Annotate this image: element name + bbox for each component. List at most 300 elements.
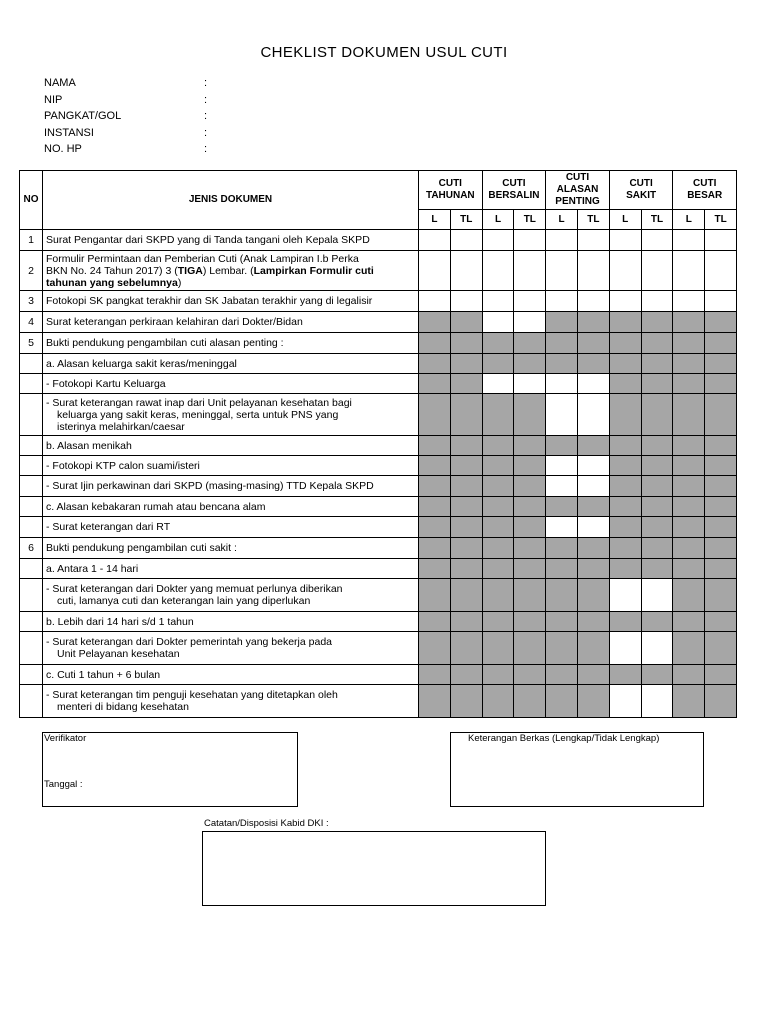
document-description [43, 251, 419, 291]
description-line: Unit Pelayanan kesehatan [57, 648, 180, 660]
check-cell-cuti-alasan-penting-l[interactable] [546, 251, 578, 291]
shaded-cell-cuti-besar-l [673, 354, 705, 374]
shaded-cell-cuti-tahunan-tl [450, 436, 482, 456]
document-description [43, 632, 419, 665]
shaded-cell-cuti-tahunan-tl [450, 497, 482, 517]
shaded-cell-cuti-bersalin-tl [514, 632, 546, 665]
shaded-cell-cuti-bersalin-l [482, 456, 514, 476]
check-cell-cuti-alasan-penting-tl[interactable] [578, 291, 610, 312]
shaded-cell-cuti-sakit-l [609, 374, 641, 394]
table-row [20, 538, 737, 559]
check-cell-cuti-sakit-tl[interactable] [641, 230, 673, 251]
check-cell-cuti-alasan-penting-tl[interactable] [578, 517, 610, 538]
shaded-cell-cuti-bersalin-l [482, 612, 514, 632]
shaded-cell-cuti-bersalin-l [482, 579, 514, 612]
check-cell-cuti-tahunan-tl[interactable] [450, 291, 482, 312]
shaded-cell-cuti-tahunan-l [419, 665, 451, 685]
shaded-cell-cuti-sakit-l [609, 476, 641, 497]
shaded-cell-cuti-tahunan-tl [450, 559, 482, 579]
document-description [43, 685, 419, 718]
shaded-cell-cuti-tahunan-tl [450, 312, 482, 333]
check-cell-cuti-bersalin-l[interactable] [482, 251, 514, 291]
shaded-cell-cuti-tahunan-l [419, 538, 451, 559]
description-line: - Fotokopi Kartu Keluarga [46, 377, 166, 390]
check-cell-cuti-bersalin-l[interactable] [482, 230, 514, 251]
description-line: Surat Pengantar dari SKPD yang di Tanda tangani oleh Kepala SKPD [46, 234, 370, 246]
shaded-cell-cuti-tahunan-tl [450, 632, 482, 665]
identity-colon: : [204, 143, 208, 155]
shaded-cell-cuti-besar-tl [705, 612, 737, 632]
shaded-cell-cuti-sakit-l [609, 665, 641, 685]
row-number: 1 [20, 230, 43, 251]
description-line: - Surat keterangan dari RT [46, 521, 171, 533]
shaded-cell-cuti-alasan-penting-l [546, 497, 578, 517]
table-row [20, 559, 737, 579]
identity-label: PANGKAT/GOL [44, 110, 122, 122]
shaded-cell-cuti-tahunan-tl [450, 612, 482, 632]
shaded-cell-cuti-besar-tl [705, 312, 737, 333]
row-number [20, 476, 43, 497]
shaded-cell-cuti-bersalin-tl [514, 456, 546, 476]
check-cell-cuti-sakit-l[interactable] [609, 632, 641, 665]
check-cell-cuti-besar-l[interactable] [673, 291, 705, 312]
shaded-cell-cuti-alasan-penting-l [546, 685, 578, 718]
row-number [20, 665, 43, 685]
document-description [43, 291, 419, 312]
check-cell-cuti-bersalin-tl[interactable] [514, 312, 546, 333]
shaded-cell-cuti-alasan-penting-tl [578, 354, 610, 374]
shaded-cell-cuti-besar-tl [705, 517, 737, 538]
header-l: L [546, 210, 578, 230]
check-cell-cuti-bersalin-tl[interactable] [514, 291, 546, 312]
row-number: 5 [20, 333, 43, 354]
description-line: b. Lebih dari 14 hari s/d 1 tahun [46, 615, 194, 628]
check-cell-cuti-sakit-tl[interactable] [641, 579, 673, 612]
document-description [43, 538, 419, 559]
keterangan-berkas-box[interactable] [450, 732, 704, 807]
table-row [20, 665, 737, 685]
shaded-cell-cuti-tahunan-l [419, 559, 451, 579]
header-cuti-alasan-penting [546, 171, 610, 210]
shaded-cell-cuti-tahunan-tl [450, 374, 482, 394]
shaded-cell-cuti-alasan-penting-l [546, 559, 578, 579]
catatan-label: Catatan/Disposisi Kabid DKI : [204, 818, 329, 829]
row-number: 4 [20, 312, 43, 333]
check-cell-cuti-besar-l[interactable] [673, 251, 705, 291]
shaded-cell-cuti-alasan-penting-tl [578, 632, 610, 665]
description-line: Fotokopi SK pangkat terakhir dan SK Jabatan terakhir yang di legalisir [46, 295, 373, 307]
header-l: L [482, 210, 514, 230]
shaded-cell-cuti-besar-l [673, 632, 705, 665]
shaded-cell-cuti-alasan-penting-tl [578, 497, 610, 517]
identity-section [44, 75, 208, 158]
identity-label: NO. HP [44, 143, 82, 155]
header-line: CUTI [565, 172, 590, 183]
shaded-cell-cuti-bersalin-tl [514, 685, 546, 718]
check-cell-cuti-besar-tl[interactable] [705, 251, 737, 291]
shaded-cell-cuti-tahunan-l [419, 354, 451, 374]
identity-label: NIP [44, 93, 63, 106]
row-number [20, 436, 43, 456]
check-cell-cuti-alasan-penting-l[interactable] [546, 456, 578, 476]
shaded-cell-cuti-bersalin-tl [514, 559, 546, 579]
shaded-cell-cuti-sakit-l [609, 456, 641, 476]
identity-row-instansi [44, 125, 208, 142]
shaded-cell-cuti-besar-l [673, 579, 705, 612]
shaded-cell-cuti-sakit-l [609, 394, 641, 436]
shaded-cell-cuti-sakit-tl [641, 497, 673, 517]
shaded-cell-cuti-bersalin-l [482, 632, 514, 665]
table-row [20, 456, 737, 476]
tanggal-label: Tanggal : [44, 779, 83, 790]
shaded-cell-cuti-alasan-penting-l [546, 632, 578, 665]
document-description [43, 579, 419, 612]
description-line: - Surat keterangan rawat inap dari Unit pelayanan kesehatan bagi [46, 396, 352, 409]
shaded-cell-cuti-alasan-penting-l [546, 312, 578, 333]
document-description [43, 497, 419, 517]
row-number [20, 517, 43, 538]
check-cell-cuti-alasan-penting-l[interactable] [546, 394, 578, 436]
catatan-box[interactable] [202, 831, 546, 906]
verifikator-box[interactable] [42, 732, 298, 807]
shaded-cell-cuti-tahunan-l [419, 612, 451, 632]
document-description [43, 230, 419, 251]
shaded-cell-cuti-bersalin-l [482, 559, 514, 579]
check-cell-cuti-alasan-penting-tl[interactable] [578, 456, 610, 476]
shaded-cell-cuti-sakit-l [609, 312, 641, 333]
check-cell-cuti-tahunan-l[interactable] [419, 291, 451, 312]
table-row [20, 354, 737, 374]
identity-label: INSTANSI [44, 126, 94, 139]
identity-row-nama [44, 75, 208, 92]
shaded-cell-cuti-sakit-l [609, 436, 641, 456]
shaded-cell-cuti-sakit-l [609, 559, 641, 579]
check-cell-cuti-bersalin-l[interactable] [482, 312, 514, 333]
shaded-cell-cuti-besar-l [673, 333, 705, 354]
identity-row-nohp [44, 141, 208, 158]
description-line: Formulir Permintaan dan Pemberian Cuti (Anak Lampiran I.b Perka [46, 252, 359, 265]
shaded-cell-cuti-bersalin-tl [514, 354, 546, 374]
shaded-cell-cuti-tahunan-l [419, 685, 451, 718]
shaded-cell-cuti-bersalin-l [482, 333, 514, 354]
shaded-cell-cuti-besar-l [673, 476, 705, 497]
shaded-cell-cuti-tahunan-l [419, 333, 451, 354]
shaded-cell-cuti-besar-tl [705, 579, 737, 612]
shaded-cell-cuti-sakit-tl [641, 517, 673, 538]
header-tl: TL [705, 210, 737, 230]
row-number [20, 374, 43, 394]
shaded-cell-cuti-besar-l [673, 612, 705, 632]
header-jenis-dokumen: JENIS DOKUMEN [43, 171, 419, 230]
header-cuti-besar [673, 171, 737, 210]
shaded-cell-cuti-tahunan-l [419, 374, 451, 394]
check-cell-cuti-tahunan-l[interactable] [419, 251, 451, 291]
shaded-cell-cuti-besar-l [673, 374, 705, 394]
check-cell-cuti-alasan-penting-tl[interactable] [578, 394, 610, 436]
shaded-cell-cuti-sakit-l [609, 354, 641, 374]
shaded-cell-cuti-besar-l [673, 394, 705, 436]
row-number: 2 [20, 251, 43, 291]
shaded-cell-cuti-tahunan-l [419, 632, 451, 665]
shaded-cell-cuti-besar-tl [705, 374, 737, 394]
shaded-cell-cuti-alasan-penting-l [546, 333, 578, 354]
shaded-cell-cuti-tahunan-l [419, 456, 451, 476]
shaded-cell-cuti-besar-l [673, 312, 705, 333]
check-cell-cuti-bersalin-l[interactable] [482, 374, 514, 394]
check-cell-cuti-sakit-tl[interactable] [641, 632, 673, 665]
description-line: keluarga yang sakit keras, meninggal, serta untuk PNS yang [57, 408, 339, 421]
shaded-cell-cuti-alasan-penting-tl [578, 436, 610, 456]
shaded-cell-cuti-besar-l [673, 456, 705, 476]
description-line: - Surat keterangan tim penguji kesehatan yang ditetapkan oleh [46, 689, 338, 701]
shaded-cell-cuti-alasan-penting-tl [578, 612, 610, 632]
check-cell-cuti-sakit-l[interactable] [609, 579, 641, 612]
header-tl: TL [578, 210, 610, 230]
identity-colon: : [204, 126, 208, 139]
shaded-cell-cuti-bersalin-tl [514, 579, 546, 612]
description-line: c. Alasan kebakaran rumah atau bencana alam [46, 500, 266, 513]
shaded-cell-cuti-sakit-tl [641, 394, 673, 436]
header-cuti-sakit [609, 171, 673, 210]
row-number [20, 354, 43, 374]
shaded-cell-cuti-besar-l [673, 538, 705, 559]
description-line: BKN No. 24 Tahun 2017) 3 (TIGA) Lembar. (Lampirkan Formulir cuti [46, 264, 374, 277]
check-cell-cuti-tahunan-l[interactable] [419, 230, 451, 251]
header-cuti-tahunan [419, 171, 483, 210]
table-row [20, 497, 737, 517]
header-tl: TL [641, 210, 673, 230]
header-l: L [419, 210, 451, 230]
check-cell-cuti-sakit-l[interactable] [609, 251, 641, 291]
header-line: SAKIT [626, 190, 657, 201]
identity-colon: : [204, 110, 208, 122]
shaded-cell-cuti-bersalin-tl [514, 436, 546, 456]
check-cell-cuti-sakit-l[interactable] [609, 685, 641, 718]
verifikator-label: Verifikator [44, 733, 87, 744]
table-row [20, 291, 737, 312]
shaded-cell-cuti-bersalin-tl [514, 497, 546, 517]
shaded-cell-cuti-alasan-penting-tl [578, 665, 610, 685]
shaded-cell-cuti-sakit-tl [641, 612, 673, 632]
shaded-cell-cuti-bersalin-l [482, 517, 514, 538]
shaded-cell-cuti-besar-l [673, 497, 705, 517]
document-description [43, 665, 419, 685]
header-line: CUTI [629, 178, 653, 189]
shaded-cell-cuti-tahunan-tl [450, 579, 482, 612]
row-number [20, 456, 43, 476]
row-number: 3 [20, 291, 43, 312]
shaded-cell-cuti-bersalin-tl [514, 665, 546, 685]
description-line: - Surat Ijin perkawinan dari SKPD (masing-masing) TTD Kepala SKPD [46, 480, 374, 492]
check-cell-cuti-alasan-penting-tl[interactable] [578, 476, 610, 497]
shaded-cell-cuti-bersalin-l [482, 354, 514, 374]
header-tl: TL [450, 210, 482, 230]
check-cell-cuti-sakit-tl[interactable] [641, 291, 673, 312]
check-cell-cuti-sakit-tl[interactable] [641, 251, 673, 291]
check-cell-cuti-sakit-l[interactable] [609, 291, 641, 312]
check-cell-cuti-alasan-penting-tl[interactable] [578, 230, 610, 251]
shaded-cell-cuti-besar-tl [705, 685, 737, 718]
shaded-cell-cuti-besar-l [673, 665, 705, 685]
document-description [43, 374, 419, 394]
header-no: NO [20, 171, 43, 230]
row-number: 6 [20, 538, 43, 559]
shaded-cell-cuti-sakit-tl [641, 665, 673, 685]
check-cell-cuti-besar-l[interactable] [673, 230, 705, 251]
shaded-cell-cuti-alasan-penting-tl [578, 685, 610, 718]
header-line: BERSALIN [488, 190, 540, 201]
header-line: PENTING [555, 196, 600, 207]
shaded-cell-cuti-alasan-penting-l [546, 665, 578, 685]
header-line: CUTI [502, 178, 526, 189]
check-cell-cuti-alasan-penting-tl[interactable] [578, 251, 610, 291]
identity-label: NAMA [44, 77, 76, 89]
table-row [20, 333, 737, 354]
shaded-cell-cuti-sakit-tl [641, 436, 673, 456]
shaded-cell-cuti-tahunan-tl [450, 476, 482, 497]
description-line: Bukti pendukung pengambilan cuti sakit : [46, 542, 237, 554]
row-number [20, 559, 43, 579]
header-line: CUTI [438, 178, 462, 189]
document-description [43, 559, 419, 579]
shaded-cell-cuti-bersalin-l [482, 538, 514, 559]
checklist-table [19, 170, 737, 718]
description-line: cuti, lamanya cuti dan keterangan lain yang diperlukan [57, 595, 311, 607]
check-cell-cuti-alasan-penting-l[interactable] [546, 230, 578, 251]
table-row [20, 230, 737, 251]
identity-colon: : [204, 93, 208, 106]
shaded-cell-cuti-tahunan-l [419, 579, 451, 612]
table-row [20, 476, 737, 497]
shaded-cell-cuti-besar-tl [705, 632, 737, 665]
shaded-cell-cuti-tahunan-l [419, 476, 451, 497]
shaded-cell-cuti-besar-tl [705, 497, 737, 517]
check-cell-cuti-sakit-l[interactable] [609, 230, 641, 251]
shaded-cell-cuti-tahunan-tl [450, 685, 482, 718]
description-line: - Surat keterangan dari Dokter pemerintah yang bekerja pada [46, 636, 333, 648]
shaded-cell-cuti-besar-tl [705, 665, 737, 685]
identity-row-nip [44, 92, 208, 109]
check-cell-cuti-alasan-penting-l[interactable] [546, 374, 578, 394]
header-l: L [609, 210, 641, 230]
check-cell-cuti-tahunan-tl[interactable] [450, 251, 482, 291]
header-line: CUTI [693, 178, 717, 189]
row-number [20, 497, 43, 517]
check-cell-cuti-bersalin-tl[interactable] [514, 374, 546, 394]
check-cell-cuti-bersalin-tl[interactable] [514, 251, 546, 291]
document-description [43, 312, 419, 333]
header-line: TAHUNAN [425, 190, 475, 201]
row-number [20, 579, 43, 612]
shaded-cell-cuti-sakit-l [609, 517, 641, 538]
shaded-cell-cuti-alasan-penting-l [546, 436, 578, 456]
check-cell-cuti-alasan-penting-l[interactable] [546, 517, 578, 538]
shaded-cell-cuti-besar-l [673, 436, 705, 456]
shaded-cell-cuti-tahunan-l [419, 312, 451, 333]
check-cell-cuti-alasan-penting-tl[interactable] [578, 374, 610, 394]
check-cell-cuti-besar-tl[interactable] [705, 291, 737, 312]
header-tl: TL [514, 210, 546, 230]
shaded-cell-cuti-alasan-penting-tl [578, 312, 610, 333]
shaded-cell-cuti-besar-tl [705, 538, 737, 559]
shaded-cell-cuti-tahunan-tl [450, 538, 482, 559]
checklist-body [20, 230, 737, 718]
shaded-cell-cuti-sakit-l [609, 612, 641, 632]
shaded-cell-cuti-alasan-penting-tl [578, 579, 610, 612]
check-cell-cuti-alasan-penting-l[interactable] [546, 291, 578, 312]
identity-colon: : [204, 77, 208, 89]
shaded-cell-cuti-alasan-penting-l [546, 579, 578, 612]
description-line: isterinya melahirkan/caesar [57, 420, 185, 433]
document-description [43, 394, 419, 436]
shaded-cell-cuti-bersalin-tl [514, 333, 546, 354]
check-cell-cuti-sakit-tl[interactable] [641, 685, 673, 718]
shaded-cell-cuti-bersalin-tl [514, 394, 546, 436]
table-row [20, 374, 737, 394]
shaded-cell-cuti-sakit-tl [641, 312, 673, 333]
shaded-cell-cuti-alasan-penting-l [546, 354, 578, 374]
document-description [43, 612, 419, 632]
shaded-cell-cuti-sakit-l [609, 497, 641, 517]
header-l: L [673, 210, 705, 230]
shaded-cell-cuti-alasan-penting-l [546, 538, 578, 559]
row-number [20, 612, 43, 632]
shaded-cell-cuti-tahunan-tl [450, 333, 482, 354]
shaded-cell-cuti-sakit-tl [641, 559, 673, 579]
description-line: c. Cuti 1 tahun + 6 bulan [46, 668, 161, 681]
table-row [20, 685, 737, 718]
row-number [20, 394, 43, 436]
shaded-cell-cuti-bersalin-l [482, 665, 514, 685]
header-row [20, 171, 737, 210]
check-cell-cuti-alasan-penting-l[interactable] [546, 476, 578, 497]
shaded-cell-cuti-bersalin-l [482, 394, 514, 436]
table-row [20, 517, 737, 538]
shaded-cell-cuti-sakit-tl [641, 476, 673, 497]
table-row [20, 394, 737, 436]
check-cell-cuti-bersalin-l[interactable] [482, 291, 514, 312]
check-cell-cuti-bersalin-tl[interactable] [514, 230, 546, 251]
table-row [20, 436, 737, 456]
document-description [43, 476, 419, 497]
document-description [43, 333, 419, 354]
check-cell-cuti-besar-tl[interactable] [705, 230, 737, 251]
shaded-cell-cuti-sakit-l [609, 538, 641, 559]
shaded-cell-cuti-sakit-tl [641, 354, 673, 374]
row-number [20, 632, 43, 665]
description-line: Surat keterangan perkiraan kelahiran dari Dokter/Bidan [46, 316, 303, 328]
shaded-cell-cuti-besar-l [673, 685, 705, 718]
shaded-cell-cuti-bersalin-l [482, 685, 514, 718]
shaded-cell-cuti-bersalin-tl [514, 476, 546, 497]
identity-row-pangkat [44, 108, 208, 125]
description-line: a. Antara 1 - 14 hari [46, 562, 139, 575]
row-number [20, 685, 43, 718]
shaded-cell-cuti-sakit-tl [641, 374, 673, 394]
keterangan-berkas-label: Keterangan Berkas (Lengkap/Tidak Lengkap) [468, 733, 660, 744]
description-line: Bukti pendukung pengambilan cuti alasan penting : [46, 337, 284, 349]
shaded-cell-cuti-alasan-penting-l [546, 612, 578, 632]
shaded-cell-cuti-besar-tl [705, 394, 737, 436]
table-row [20, 579, 737, 612]
shaded-cell-cuti-tahunan-tl [450, 456, 482, 476]
table-row [20, 612, 737, 632]
check-cell-cuti-tahunan-tl[interactable] [450, 230, 482, 251]
header-line: ALASAN [556, 184, 599, 195]
document-description [43, 354, 419, 374]
description-line: b. Alasan menikah [46, 439, 132, 452]
shaded-cell-cuti-besar-tl [705, 333, 737, 354]
